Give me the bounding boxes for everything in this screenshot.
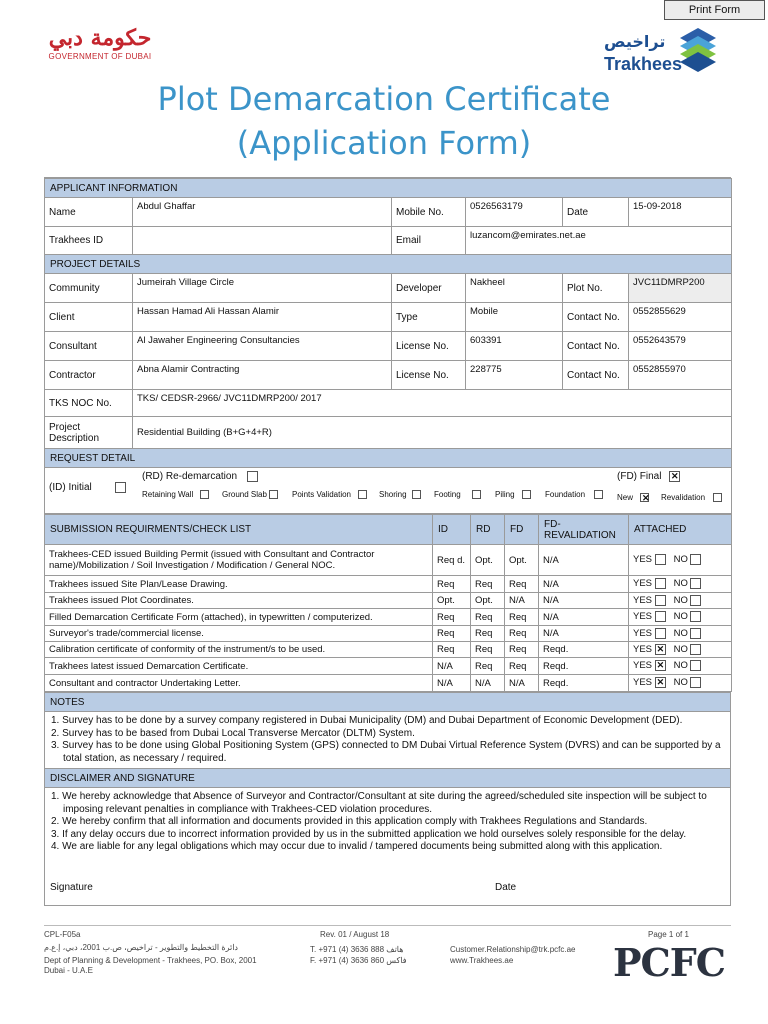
- checklist-fd-value: N/A: [505, 593, 539, 609]
- checklist-fd-value: N/A: [505, 675, 539, 692]
- checklist-id-value: Req: [433, 609, 471, 626]
- section-project-details: PROJECT DETAILS: [45, 255, 732, 274]
- no-checkbox[interactable]: [690, 554, 701, 565]
- yes-label: YES: [633, 677, 653, 689]
- checklist-requirement: Trakhees issued Site Plan/Lease Drawing.: [45, 576, 433, 593]
- checklist-fd-value: Req: [505, 658, 539, 675]
- yes-label: YES: [633, 628, 653, 639]
- disclaimer-content: [45, 788, 731, 906]
- consultant-license-field[interactable]: 603391: [466, 332, 563, 361]
- retaining-wall-label: Retaining Wall: [142, 490, 194, 499]
- request-detail-area: [45, 468, 732, 514]
- checklist-fdr-value: Reqd.: [539, 658, 629, 675]
- checklist-id-value: Req: [433, 576, 471, 593]
- noc-label: TKS NOC No.: [45, 390, 133, 417]
- no-label: NO: [673, 595, 688, 606]
- checklist-id-value: N/A: [433, 658, 471, 675]
- checklist-rd-value: Req: [471, 658, 505, 675]
- checklist-requirement: Calibration certificate of conformity of the instrument/s to be used.: [45, 642, 433, 658]
- checklist-fdr-value: Reqd.: [539, 675, 629, 692]
- contractor-field[interactable]: Abna Alamir Contracting: [133, 361, 392, 390]
- checklist-header-rd: RD: [471, 515, 505, 545]
- re-demarcation-checkbox[interactable]: [247, 471, 258, 482]
- yes-checkbox[interactable]: [655, 644, 666, 655]
- disclaimer-item: 2. We hereby confirm that all information and documents provided in this application comply with Trakhees Regulations and Standards.: [51, 816, 648, 827]
- checklist-attached: [629, 609, 732, 626]
- consultant-license-label: License No.: [392, 332, 466, 361]
- final-checkbox[interactable]: [669, 471, 680, 482]
- section-request-detail: REQUEST DETAIL: [45, 449, 732, 468]
- checklist-row: [45, 593, 732, 609]
- form-subtitle: (Application Form): [236, 124, 532, 162]
- checklist-row: [45, 626, 732, 642]
- note-item: 3. Survey has to be done using Global Positioning System (GPS) connected to DM Dubai Virtual Reference System (DVRS) and can be supported by a total station, as necessary / required.: [51, 740, 721, 764]
- revalidation-label: Revalidation: [661, 493, 706, 502]
- note-item: 1. Survey has to be done by a survey company registered in Dubai Municipality (DM) and Dubai Department of Economic Development (DED).: [51, 715, 683, 726]
- checklist-header-requirements: SUBMISSION REQUIRMENTS/CHECK LIST: [45, 515, 433, 545]
- checklist-requirement: Filled Demarcation Certificate Form (attached), in typewritten / computerized.: [45, 609, 433, 626]
- checklist-attached: [629, 626, 732, 642]
- contractor-label: Contractor: [45, 361, 133, 390]
- name-field[interactable]: Abdul Ghaffar: [133, 198, 392, 227]
- trakhees-logo-arabic: تراخيص: [604, 32, 666, 51]
- checklist-attached: [629, 675, 732, 692]
- note-item: 2. Survey has to be based from Dubai Local Transverse Mercator (DLTM) System.: [51, 727, 415, 739]
- no-label: NO: [673, 611, 688, 623]
- address-line1: Dept of Planning & Development - Trakhees, PO. Box, 2001: [44, 956, 257, 965]
- yes-label: YES: [633, 554, 653, 566]
- trakhees-logo-english: Trakhees: [604, 54, 683, 74]
- checklist-fdr-value: N/A: [539, 626, 629, 642]
- pcfc-logo: PCFC: [612, 940, 725, 985]
- yes-checkbox[interactable]: [655, 660, 666, 671]
- consultant-contact-field[interactable]: 0552643579: [629, 332, 732, 361]
- disclaimer-item: 4. We are liable for any legal obligations which may occur due to invalid / tampered documents being submitted along with this application.: [51, 841, 663, 852]
- print-form-button[interactable]: Print Form: [664, 0, 765, 20]
- checklist-fdr-value: N/A: [539, 593, 629, 609]
- gov-logo-arabic: حكومة دبي: [48, 25, 152, 51]
- plot-field[interactable]: JVC11DMRP200: [629, 274, 732, 303]
- trakhees-id-label: Trakhees ID: [45, 227, 133, 255]
- points-validation-checkbox[interactable]: [358, 490, 367, 499]
- revision: Rev. 01 / August 18: [320, 930, 390, 939]
- applicant-project-table: [44, 178, 732, 514]
- telephone: T. +971 (4) 3636 888 هاتف: [310, 945, 404, 954]
- no-checkbox[interactable]: [690, 611, 701, 622]
- disclaimer-item: 1. We hereby acknowledge that Absence of Surveyor and Contractor/Consultant at site during the agreed/scheduled site inspection will be subject to imposing relevant penalties in compliance with Trakhees-CED violation procedures.: [51, 791, 707, 815]
- checklist-rd-value: N/A: [471, 675, 505, 692]
- consultant-field[interactable]: Al Jawaher Engineering Consultancies: [133, 332, 392, 361]
- description-field[interactable]: Residential Building (B+G+4+R): [133, 417, 732, 449]
- developer-label: Developer: [392, 274, 466, 303]
- signature-label: Signature: [50, 882, 93, 893]
- checklist-fd-value: Opt.: [505, 545, 539, 576]
- name-label: Name: [45, 198, 133, 227]
- checklist-id-value: Req: [433, 626, 471, 642]
- checklist-id-value: Opt.: [433, 593, 471, 609]
- checklist-rd-value: Req: [471, 626, 505, 642]
- checklist-fd-value: Req: [505, 642, 539, 658]
- yes-label: YES: [633, 644, 653, 655]
- yes-checkbox[interactable]: [655, 595, 666, 606]
- no-checkbox[interactable]: [690, 578, 701, 589]
- developer-field[interactable]: Nakheel: [466, 274, 563, 303]
- checklist-attached: [629, 658, 732, 675]
- yes-checkbox[interactable]: [655, 611, 666, 622]
- checklist-id-value: N/A: [433, 675, 471, 692]
- section-disclaimer: DISCLAIMER AND SIGNATURE: [45, 769, 731, 788]
- type-field[interactable]: Mobile: [466, 303, 563, 332]
- checklist-fd-value: Req: [505, 609, 539, 626]
- trakhees-logo: [600, 24, 730, 74]
- revalidation-checkbox[interactable]: [713, 493, 722, 502]
- checklist-row: [45, 545, 732, 576]
- contractor-contact-label: Contact No.: [563, 361, 629, 390]
- mobile-field[interactable]: 0526563179: [466, 198, 563, 227]
- noc-field[interactable]: TKS/ CEDSR-2966/ JVC11DMRP200/ 2017: [133, 390, 732, 417]
- community-field[interactable]: Jumeirah Village Circle: [133, 274, 392, 303]
- yes-label: YES: [633, 595, 653, 606]
- piling-checkbox[interactable]: [522, 490, 531, 499]
- checklist-rd-value: Req: [471, 576, 505, 593]
- checklist-fd-value: Req: [505, 576, 539, 593]
- checklist-id-value: Req: [433, 642, 471, 658]
- checklist-fdr-value: N/A: [539, 545, 629, 576]
- no-label: NO: [673, 554, 688, 566]
- no-checkbox[interactable]: [690, 677, 701, 688]
- signature-date-label: Date: [495, 882, 517, 893]
- date-field[interactable]: 15-09-2018: [629, 198, 732, 227]
- description-label: Project Description: [45, 417, 133, 449]
- checklist-requirement: Trakhees issued Plot Coordinates.: [45, 593, 433, 609]
- checklist-rd-value: Opt.: [471, 593, 505, 609]
- new-checkbox[interactable]: [640, 493, 649, 502]
- arabic-address: دائرة التخطيط والتطوير - تراخيص، ص.ب 2001، دبي، إ.ع.م: [44, 943, 238, 952]
- piling-label: Piling: [495, 490, 515, 499]
- yes-label: YES: [633, 611, 653, 623]
- trakhees-mark-icon: [678, 26, 718, 72]
- checklist-requirement: Consultant and contractor Undertaking Letter.: [45, 675, 433, 692]
- client-contact-field[interactable]: 0552855629: [629, 303, 732, 332]
- checklist-header-fd-revalidation: FD-REVALIDATION: [539, 515, 629, 545]
- trakhees-id-field[interactable]: [133, 227, 392, 255]
- checklist-row: [45, 675, 732, 692]
- address-line2: Dubai - U.A.E: [44, 966, 93, 975]
- email-field[interactable]: luzancom@emirates.net.ae: [466, 227, 732, 255]
- final-label: (FD) Final: [617, 471, 662, 482]
- email-label: Email: [392, 227, 466, 255]
- ground-slab-checkbox[interactable]: [269, 490, 278, 499]
- checklist-attached: [629, 642, 732, 658]
- gov-logo-english: GOVERNMENT OF DUBAI: [48, 52, 152, 61]
- no-checkbox[interactable]: [690, 660, 701, 671]
- checklist-fdr-value: N/A: [539, 576, 629, 593]
- initial-label: (ID) Initial: [49, 482, 92, 493]
- checklist-table: [44, 514, 732, 692]
- contractor-license-field[interactable]: 228775: [466, 361, 563, 390]
- client-contact-label: Contact No.: [563, 303, 629, 332]
- notes-content: [45, 712, 731, 769]
- notes-table: [44, 692, 731, 906]
- foundation-label: Foundation: [545, 490, 586, 499]
- checklist-row: [45, 576, 732, 593]
- no-checkbox[interactable]: [690, 595, 701, 606]
- date-label: Date: [563, 198, 629, 227]
- yes-label: YES: [633, 660, 653, 672]
- points-validation-label: Points Validation: [292, 490, 351, 499]
- form-title: Plot Demarcation Certificate: [157, 80, 611, 118]
- mobile-label: Mobile No.: [392, 198, 466, 227]
- checklist-header-id: ID: [433, 515, 471, 545]
- initial-checkbox[interactable]: [115, 482, 126, 493]
- disclaimer-item: 3. If any delay occurs due to incorrect information provided by us in the submitted application we hold ourselves solely responsible for the delay.: [51, 828, 687, 840]
- yes-checkbox[interactable]: [655, 578, 666, 589]
- section-notes: NOTES: [45, 693, 731, 712]
- checklist-attached: [629, 576, 732, 593]
- no-label: NO: [673, 660, 688, 672]
- page-footer: [44, 925, 731, 995]
- yes-checkbox[interactable]: [655, 628, 666, 639]
- no-label: NO: [673, 628, 688, 639]
- checklist-requirement: Trakhees-CED issued Building Permit (issued with Consultant and Contractor name)/Mobilization / Soil Investigation / Modification / General NOC.: [45, 545, 433, 576]
- footing-label: Footing: [434, 490, 461, 499]
- contractor-license-label: License No.: [392, 361, 466, 390]
- checklist-attached: [629, 593, 732, 609]
- footer-website-link[interactable]: www.Trakhees.ae: [450, 956, 514, 965]
- no-label: NO: [673, 677, 688, 689]
- shoring-checkbox[interactable]: [412, 490, 421, 499]
- checklist-header-attached: ATTACHED: [629, 515, 732, 545]
- checklist-rd-value: Req: [471, 642, 505, 658]
- checklist-attached: [629, 545, 732, 576]
- checklist-row: [45, 642, 732, 658]
- consultant-label: Consultant: [45, 332, 133, 361]
- contractor-contact-field[interactable]: 0552855970: [629, 361, 732, 390]
- checklist-fd-value: Req: [505, 626, 539, 642]
- consultant-contact-label: Contact No.: [563, 332, 629, 361]
- retaining-wall-checkbox[interactable]: [200, 490, 209, 499]
- section-applicant-information: APPLICANT INFORMATION: [45, 179, 732, 198]
- checklist-fdr-value: Reqd.: [539, 642, 629, 658]
- fax: F. +971 (4) 3636 860 فاكس: [310, 956, 407, 965]
- no-checkbox[interactable]: [690, 644, 701, 655]
- yes-checkbox[interactable]: [655, 554, 666, 565]
- checklist-id-value: Req d.: [433, 545, 471, 576]
- checklist-fdr-value: N/A: [539, 609, 629, 626]
- form-code: CPL-F05a: [44, 930, 81, 939]
- footer-email-link[interactable]: Customer.Relationship@trk.pcfc.ae: [450, 945, 576, 954]
- new-label: New: [617, 493, 634, 502]
- footing-checkbox[interactable]: [472, 490, 481, 499]
- foundation-checkbox[interactable]: [594, 490, 603, 499]
- application-form: [44, 177, 731, 906]
- plot-label: Plot No.: [563, 274, 629, 303]
- re-demarcation-label: (RD) Re-demarcation: [142, 471, 238, 482]
- yes-label: YES: [633, 578, 653, 590]
- page-number: Page 1 of 1: [648, 930, 689, 939]
- no-checkbox[interactable]: [690, 628, 701, 639]
- no-label: NO: [673, 644, 688, 655]
- checklist-header-fd: FD: [505, 515, 539, 545]
- client-label: Client: [45, 303, 133, 332]
- checklist-requirement: Surveyor's trade/commercial license.: [45, 626, 433, 642]
- checklist-row: [45, 658, 732, 675]
- type-label: Type: [392, 303, 466, 332]
- ground-slab-label: Ground Slab: [222, 490, 267, 499]
- checklist-rd-value: Req: [471, 609, 505, 626]
- no-label: NO: [673, 578, 688, 590]
- checklist-requirement: Trakhees latest issued Demarcation Certificate.: [45, 658, 433, 675]
- checklist-rd-value: Opt.: [471, 545, 505, 576]
- yes-checkbox[interactable]: [655, 677, 666, 688]
- shoring-label: Shoring: [379, 490, 407, 499]
- government-of-dubai-logo: [40, 24, 160, 72]
- client-field[interactable]: Hassan Hamad Ali Hassan Alamir: [133, 303, 392, 332]
- checklist-row: [45, 609, 732, 626]
- community-label: Community: [45, 274, 133, 303]
